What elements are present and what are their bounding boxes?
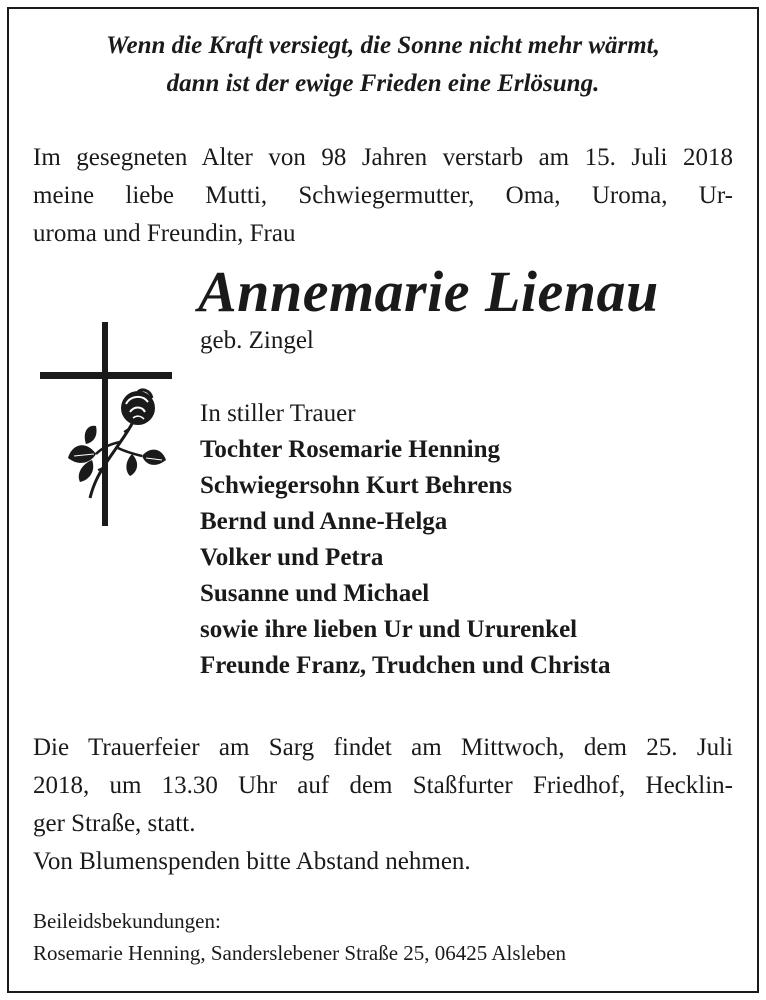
intro-line-1: Im gesegneten Alter von 98 Jahren verstarb am 15. Juli 2018 [33, 144, 733, 171]
mourner-line: Susanne und Michael [200, 580, 430, 607]
motto-verse [0, 27, 766, 103]
maiden-name: geb. Zingel [200, 327, 314, 354]
intro-line-2: meine liebe Mutti, Schwiegermutter, Oma, Uroma, Ur- [33, 182, 733, 209]
mourners-list [200, 432, 610, 684]
condolences-contact [33, 905, 733, 969]
service-line-2: 2018, um 13.30 Uhr auf dem Staßfurter Friedhof, Hecklin- [33, 772, 733, 799]
intro-line-3: uroma und Freundin, Frau [33, 220, 296, 247]
death-announcement [33, 139, 733, 253]
service-line-1: Die Trauerfeier am Sarg findet am Mittwoch, dem 25. Juli [33, 734, 733, 761]
deceased-name: Annemarie Lienau [198, 259, 659, 324]
mourner-line: Schwiegersohn Kurt Behrens [200, 472, 513, 499]
flowers-note: Von Blumenspenden bitte Abstand nehmen. [33, 848, 471, 875]
mourner-line: Freunde Franz, Trudchen und Christa [200, 652, 611, 679]
condolences-address: Rosemarie Henning, Sanderslebener Straße 25, 06425 Alsleben [33, 941, 567, 965]
mourner-line: Bernd und Anne-Helga [200, 508, 448, 535]
funeral-service-info [33, 729, 733, 881]
mourner-line: Tochter Rosemarie Henning [200, 436, 500, 463]
mourning-heading: In stiller Trauer [200, 400, 356, 427]
mourner-line: sowie ihre lieben Ur und Ururenkel [200, 616, 578, 643]
cross-with-rose-icon [38, 320, 174, 530]
motto-line-2: dann ist der ewige Frieden eine Erlösung. [166, 70, 600, 97]
condolences-label: Beileidsbekundungen: [33, 909, 221, 933]
motto-line-1: Wenn die Kraft versiegt, die Sonne nicht mehr wärmt, [106, 32, 660, 59]
mourner-line: Volker und Petra [200, 544, 384, 571]
service-line-3: ger Straße, statt. [33, 810, 196, 837]
